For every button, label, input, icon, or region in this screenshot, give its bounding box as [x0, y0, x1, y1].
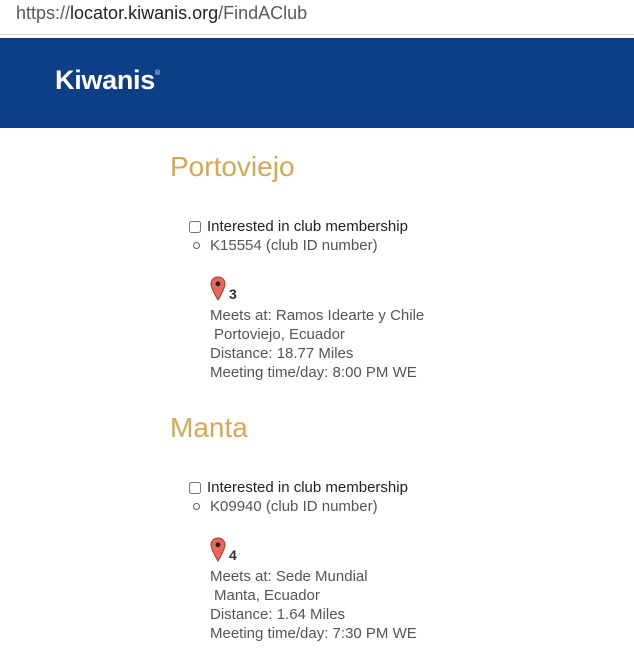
map-marker[interactable] [210, 276, 237, 301]
url-host: locator.kiwanis.org [70, 3, 219, 23]
club-details [210, 306, 424, 382]
club-details [210, 567, 417, 643]
club-distance: Distance: 18.77 Miles [210, 345, 354, 362]
club-id-text: K15554 (club ID number) [210, 237, 378, 254]
circle-bullet-icon [193, 503, 200, 510]
club-id-text: K09940 (club ID number) [210, 498, 378, 515]
marker-number: 4 [229, 547, 237, 563]
map-marker[interactable] [210, 537, 237, 562]
meets-at: Meets at: Sede Mundial [210, 568, 368, 585]
header-background-text [210, 44, 214, 62]
logo-registered-mark: ® [154, 70, 160, 77]
club-location: Manta, Ecuador [214, 587, 320, 604]
interest-checkbox-row[interactable] [189, 218, 408, 235]
site-header [0, 38, 634, 128]
map-pin-icon [210, 276, 226, 301]
club-entry [170, 150, 610, 381]
club-name: Manta [170, 412, 248, 443]
kiwanis-logo[interactable] [55, 65, 160, 96]
address-bar[interactable] [0, 0, 634, 35]
club-id [193, 237, 378, 254]
map-pin-icon [210, 537, 226, 562]
circle-bullet-icon [193, 242, 200, 249]
interest-checkbox[interactable] [189, 482, 201, 494]
meets-at: Meets at: Ramos Idearte y Chile [210, 307, 425, 324]
url-path: /FindAClub [218, 3, 308, 23]
club-entry [170, 411, 610, 642]
url-prefix: https:// [16, 3, 71, 23]
club-id [193, 498, 378, 515]
marker-number: 3 [229, 286, 237, 302]
logo-text: Kiwanis [55, 65, 155, 95]
interest-label: Interested in club membership [207, 479, 408, 496]
url-text[interactable] [16, 3, 307, 24]
meeting-time: Meeting time/day: 8:00 PM WE [210, 364, 417, 381]
club-location: Portoviejo, Ecuador [214, 326, 345, 343]
interest-label: Interested in club membership [207, 218, 408, 235]
club-name: Portoviejo [170, 151, 295, 182]
meeting-time: Meeting time/day: 7:30 PM WE [210, 625, 417, 642]
interest-checkbox[interactable] [189, 221, 201, 233]
interest-checkbox-row[interactable] [189, 479, 408, 496]
club-distance: Distance: 1.64 Miles [210, 606, 346, 623]
